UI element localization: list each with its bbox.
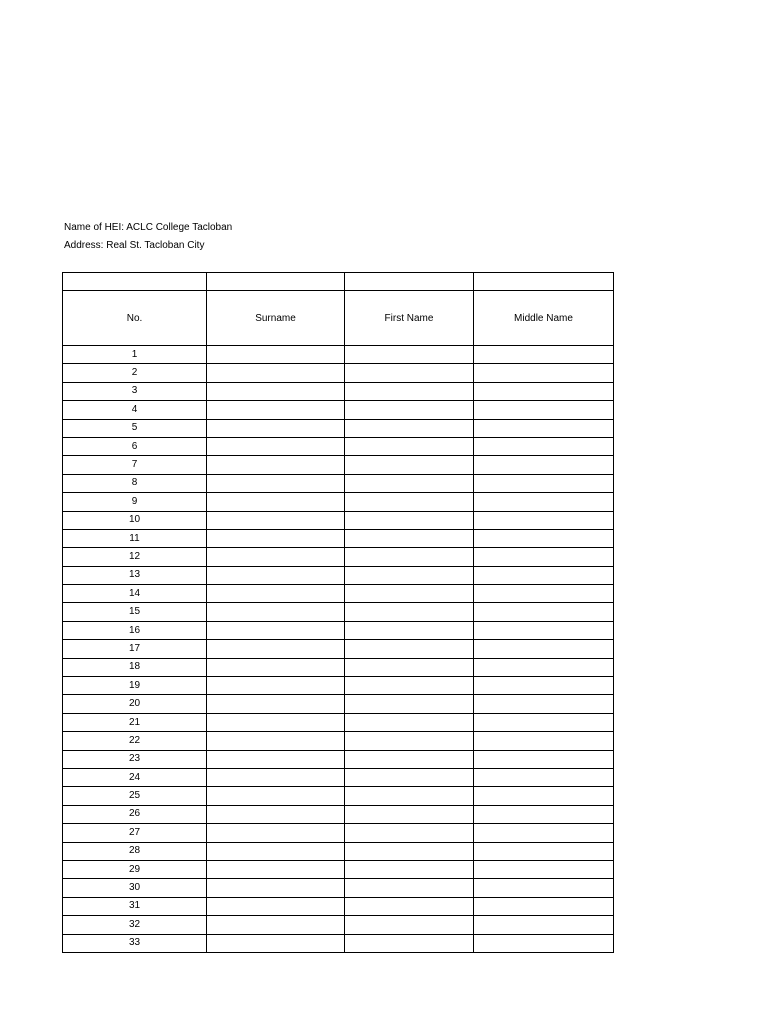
table-row: [63, 879, 614, 897]
middle-name-cell[interactable]: [474, 585, 614, 603]
column-header-row: [63, 291, 614, 346]
surname-cell[interactable]: [207, 677, 345, 695]
first-name-cell[interactable]: [345, 511, 474, 529]
roster-body: [63, 273, 614, 953]
table-row: [63, 456, 614, 474]
middle-name-cell[interactable]: [474, 842, 614, 860]
surname-cell[interactable]: [207, 474, 345, 492]
first-name-cell[interactable]: [345, 364, 474, 382]
table-row: [63, 732, 614, 750]
first-name-cell[interactable]: [345, 658, 474, 676]
column-header-no: No.: [63, 291, 207, 346]
middle-name-cell[interactable]: [474, 364, 614, 382]
first-name-cell[interactable]: [345, 842, 474, 860]
first-name-cell[interactable]: [345, 768, 474, 786]
row-number-cell: 27: [63, 824, 207, 842]
table-row: [63, 437, 614, 455]
middle-name-cell[interactable]: [474, 456, 614, 474]
blank-header-row: [63, 273, 614, 291]
surname-cell[interactable]: [207, 750, 345, 768]
middle-name-cell[interactable]: [474, 566, 614, 584]
middle-name-cell[interactable]: [474, 474, 614, 492]
middle-name-cell[interactable]: [474, 787, 614, 805]
table-row: [63, 805, 614, 823]
row-number-cell: 21: [63, 713, 207, 731]
first-name-cell[interactable]: [345, 585, 474, 603]
surname-cell[interactable]: [207, 529, 345, 547]
row-number-cell: 18: [63, 658, 207, 676]
surname-cell[interactable]: [207, 879, 345, 897]
row-number-cell: 32: [63, 916, 207, 934]
address-line: Address: Real St. Tacloban City: [64, 240, 205, 251]
surname-cell[interactable]: [207, 695, 345, 713]
middle-name-cell[interactable]: [474, 860, 614, 878]
table-row: [63, 346, 614, 364]
table-row: [63, 860, 614, 878]
table-row: [63, 842, 614, 860]
column-header-middle-name: Middle Name: [474, 291, 614, 346]
table-row: [63, 658, 614, 676]
surname-cell[interactable]: [207, 511, 345, 529]
middle-name-cell[interactable]: [474, 768, 614, 786]
middle-name-cell[interactable]: [474, 732, 614, 750]
table-row: [63, 566, 614, 584]
table-row: [63, 695, 614, 713]
row-number-cell: 14: [63, 585, 207, 603]
table-row: [63, 585, 614, 603]
surname-cell[interactable]: [207, 824, 345, 842]
surname-cell[interactable]: [207, 548, 345, 566]
table-row: [63, 640, 614, 658]
middle-name-cell[interactable]: [474, 437, 614, 455]
first-name-cell[interactable]: [345, 732, 474, 750]
table-row: [63, 713, 614, 731]
row-number-cell: 7: [63, 456, 207, 474]
surname-cell[interactable]: [207, 566, 345, 584]
first-name-cell[interactable]: [345, 603, 474, 621]
row-number-cell: 25: [63, 787, 207, 805]
row-number-cell: 1: [63, 346, 207, 364]
row-number-cell: 8: [63, 474, 207, 492]
surname-cell[interactable]: [207, 364, 345, 382]
first-name-cell[interactable]: [345, 879, 474, 897]
surname-cell[interactable]: [207, 658, 345, 676]
table-row: [63, 493, 614, 511]
first-name-cell[interactable]: [345, 529, 474, 547]
middle-name-cell[interactable]: [474, 621, 614, 639]
blank-cell[interactable]: [63, 273, 207, 291]
surname-cell[interactable]: [207, 493, 345, 511]
row-number-cell: 16: [63, 621, 207, 639]
first-name-cell[interactable]: [345, 860, 474, 878]
row-number-cell: 4: [63, 401, 207, 419]
table-row: [63, 677, 614, 695]
surname-cell[interactable]: [207, 805, 345, 823]
first-name-cell[interactable]: [345, 493, 474, 511]
table-row: [63, 382, 614, 400]
surname-cell[interactable]: [207, 732, 345, 750]
surname-cell[interactable]: [207, 897, 345, 915]
row-number-cell: 31: [63, 897, 207, 915]
first-name-cell[interactable]: [345, 805, 474, 823]
row-number-cell: 3: [63, 382, 207, 400]
table-row: [63, 768, 614, 786]
table-row: [63, 474, 614, 492]
row-number-cell: 19: [63, 677, 207, 695]
surname-cell[interactable]: [207, 346, 345, 364]
first-name-cell[interactable]: [345, 456, 474, 474]
table-row: [63, 529, 614, 547]
middle-name-cell[interactable]: [474, 382, 614, 400]
row-number-cell: 12: [63, 548, 207, 566]
middle-name-cell[interactable]: [474, 529, 614, 547]
first-name-cell[interactable]: [345, 437, 474, 455]
row-number-cell: 33: [63, 934, 207, 952]
table-row: [63, 916, 614, 934]
middle-name-cell[interactable]: [474, 695, 614, 713]
surname-cell[interactable]: [207, 382, 345, 400]
row-number-cell: 9: [63, 493, 207, 511]
surname-cell[interactable]: [207, 401, 345, 419]
surname-cell[interactable]: [207, 768, 345, 786]
first-name-cell[interactable]: [345, 548, 474, 566]
middle-name-cell[interactable]: [474, 677, 614, 695]
first-name-cell[interactable]: [345, 566, 474, 584]
row-number-cell: 15: [63, 603, 207, 621]
table-row: [63, 401, 614, 419]
row-number-cell: 22: [63, 732, 207, 750]
student-roster-table: [62, 272, 614, 953]
table-row: [63, 511, 614, 529]
surname-cell[interactable]: [207, 456, 345, 474]
table-row: [63, 419, 614, 437]
table-row: [63, 934, 614, 952]
middle-name-cell[interactable]: [474, 879, 614, 897]
blank-cell[interactable]: [207, 273, 345, 291]
surname-cell[interactable]: [207, 916, 345, 934]
surname-cell[interactable]: [207, 934, 345, 952]
surname-cell[interactable]: [207, 787, 345, 805]
blank-cell[interactable]: [345, 273, 474, 291]
first-name-cell[interactable]: [345, 419, 474, 437]
surname-cell[interactable]: [207, 640, 345, 658]
middle-name-cell[interactable]: [474, 658, 614, 676]
row-number-cell: 10: [63, 511, 207, 529]
surname-cell[interactable]: [207, 621, 345, 639]
table-row: [63, 824, 614, 842]
row-number-cell: 23: [63, 750, 207, 768]
first-name-cell[interactable]: [345, 916, 474, 934]
first-name-cell[interactable]: [345, 621, 474, 639]
middle-name-cell[interactable]: [474, 548, 614, 566]
blank-cell[interactable]: [474, 273, 614, 291]
first-name-cell[interactable]: [345, 787, 474, 805]
row-number-cell: 26: [63, 805, 207, 823]
table-row: [63, 621, 614, 639]
middle-name-cell[interactable]: [474, 511, 614, 529]
middle-name-cell[interactable]: [474, 916, 614, 934]
first-name-cell[interactable]: [345, 934, 474, 952]
first-name-cell[interactable]: [345, 382, 474, 400]
middle-name-cell[interactable]: [474, 419, 614, 437]
row-number-cell: 6: [63, 437, 207, 455]
first-name-cell[interactable]: [345, 695, 474, 713]
middle-name-cell[interactable]: [474, 640, 614, 658]
table-row: [63, 897, 614, 915]
row-number-cell: 17: [63, 640, 207, 658]
row-number-cell: 11: [63, 529, 207, 547]
row-number-cell: 30: [63, 879, 207, 897]
middle-name-cell[interactable]: [474, 805, 614, 823]
first-name-cell[interactable]: [345, 750, 474, 768]
middle-name-cell[interactable]: [474, 897, 614, 915]
surname-cell[interactable]: [207, 419, 345, 437]
column-header-first-name: First Name: [345, 291, 474, 346]
first-name-cell[interactable]: [345, 401, 474, 419]
middle-name-cell[interactable]: [474, 401, 614, 419]
first-name-cell[interactable]: [345, 640, 474, 658]
surname-cell[interactable]: [207, 713, 345, 731]
surname-cell[interactable]: [207, 842, 345, 860]
row-number-cell: 2: [63, 364, 207, 382]
middle-name-cell[interactable]: [474, 493, 614, 511]
middle-name-cell[interactable]: [474, 750, 614, 768]
row-number-cell: 5: [63, 419, 207, 437]
surname-cell[interactable]: [207, 603, 345, 621]
middle-name-cell[interactable]: [474, 713, 614, 731]
column-header-surname: Surname: [207, 291, 345, 346]
first-name-cell[interactable]: [345, 824, 474, 842]
row-number-cell: 29: [63, 860, 207, 878]
row-number-cell: 28: [63, 842, 207, 860]
middle-name-cell[interactable]: [474, 824, 614, 842]
first-name-cell[interactable]: [345, 346, 474, 364]
middle-name-cell[interactable]: [474, 346, 614, 364]
table-row: [63, 787, 614, 805]
row-number-cell: 24: [63, 768, 207, 786]
first-name-cell[interactable]: [345, 897, 474, 915]
first-name-cell[interactable]: [345, 677, 474, 695]
row-number-cell: 20: [63, 695, 207, 713]
table-row: [63, 603, 614, 621]
middle-name-cell[interactable]: [474, 934, 614, 952]
row-number-cell: 13: [63, 566, 207, 584]
table-row: [63, 750, 614, 768]
hei-name-line: Name of HEI: ACLC College Tacloban: [64, 222, 233, 233]
middle-name-cell[interactable]: [474, 603, 614, 621]
surname-cell[interactable]: [207, 585, 345, 603]
first-name-cell[interactable]: [345, 713, 474, 731]
surname-cell[interactable]: [207, 860, 345, 878]
surname-cell[interactable]: [207, 437, 345, 455]
table-row: [63, 548, 614, 566]
first-name-cell[interactable]: [345, 474, 474, 492]
table-row: [63, 364, 614, 382]
